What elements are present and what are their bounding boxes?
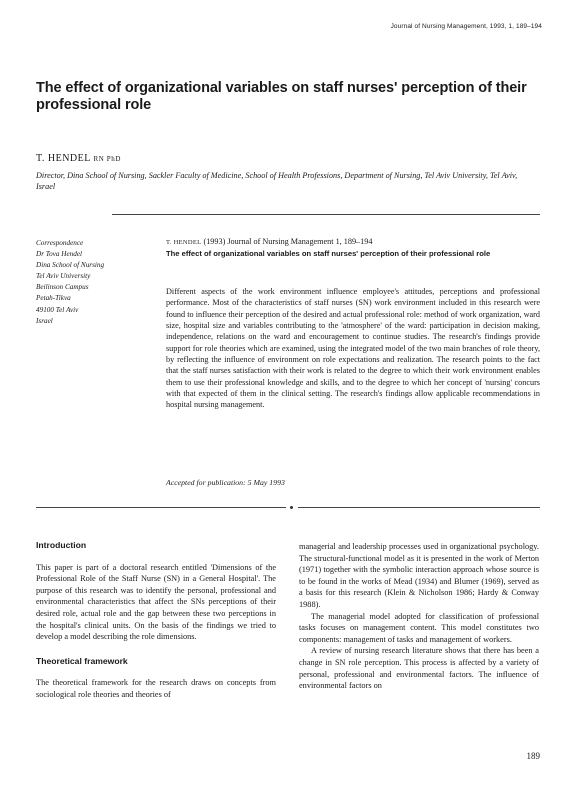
theory-paragraph: The theoretical framework for the research draws on concepts from sociological role theories and theories of — [36, 678, 276, 699]
right-paragraph-2: The managerial model adopted for classification of professional tasks focuses on management content. This model constitutes two components: management of tasks and management of workers. — [299, 611, 539, 644]
author-affiliation: Director, Dina School of Nursing, Sackler Faculty of Medicine, School of Health Professions, Department of Nursing, Tel Aviv University, Tel Aviv, Israel — [36, 171, 518, 192]
page-number: 189 — [526, 751, 540, 761]
divider-ornament — [290, 506, 293, 509]
correspondence-line: Petah-Tikva — [36, 294, 71, 303]
author-degree: RN PhD — [93, 155, 122, 163]
correspondence-line: Tel Aviv University — [36, 272, 91, 281]
right-paragraph-3: A review of nursing research literature shows that there has been a change in SN role perception. This process is affected by a variety of personal, professional and environmental factors. The influence of environmental factors on — [299, 646, 539, 691]
journal-header: Journal of Nursing Management, 1993, 1, 189–194 — [390, 23, 542, 30]
correspondence-line: Dr Tova Hendel — [36, 250, 83, 259]
section-heading-introduction: Introduction — [36, 540, 87, 550]
divider-bottom-left — [36, 507, 286, 508]
article-title: The effect of organizational variables on staff nurses' perception of their professional role — [36, 80, 527, 113]
correspondence-line: Beilinson Campus — [36, 283, 89, 292]
divider-bottom-right — [298, 507, 540, 508]
citation-subtitle: The effect of organizational variables on staff nurses' perception of their professional role — [166, 249, 491, 258]
citation-line — [166, 236, 542, 248]
citation-journal: (1993) Journal of Nursing Management 1, 189–194 — [203, 237, 373, 246]
intro-paragraph: This paper is part of a doctoral research entitled 'Dimensions of the Professional Role of the Staff Nurse (SN) in a General Hospital'. The purpose of this research was to identify the personal, professional and environmental characteristics that affect the SNs perceptions of their desired role, actual role and the gap between these two perceptions in the hospital's clinical units. On the basis of the findings we tried to develop a model describing the role dimensions. — [36, 562, 276, 642]
correspondence-line: 49100 Tel Aviv — [36, 305, 79, 314]
correspondence-block — [36, 238, 146, 327]
correspondence-line: Correspondence — [36, 239, 84, 247]
accepted-date: Accepted for publication: 5 May 1993 — [166, 478, 285, 487]
author-line — [36, 153, 121, 164]
author-name: T. HENDEL — [36, 153, 91, 164]
correspondence-line: Dina School of Nursing — [36, 261, 105, 270]
right-paragraph-1: managerial and leadership processes used in organizational psychology. The structural-functional model as it is presented in the work of Merton (1971) together with the symbolic interaction approach whose source is to be found in the works of Mead (1934) and Blumer (1969), served as a basis for this research (Klein & Nicholson 1986; Hardy & Conway 1988). — [299, 542, 539, 609]
abstract-text: Different aspects of the work environment influence employee's attitudes, perceptions and professional performance. Most of the characteristics of staff nurses (SN) work environment included in this research were found to influence their perception of the desired and actual professional role: method of work organization, ward size, hospital size and variables contributing to the 'atmosphere' of the ward: participation in decision making, independence, relations on the ward and encouragement to continue studies. The research's findings provide support for role theories which are examined, using the integrated model of the two main branches of role theory, by reflecting the influence of environment on role expectations and realization. The research points to the fact that the staff nurses satisfaction with their work is related to the degree to which their work environment enables them to use their professional knowledge and skills, and to the degree to which her concept of 'nursing' concurs with that expected of them in the clinical setting. The research's findings allow applicable recommendations in hospital nursing management. — [166, 287, 540, 410]
correspondence-line: Israel — [36, 316, 53, 325]
citation-author: T. HENDEL — [166, 239, 202, 246]
divider-top — [112, 214, 540, 215]
citation-block — [166, 236, 542, 259]
section-heading-theoretical-framework: Theoretical framework — [36, 655, 128, 666]
body-column-left — [36, 540, 276, 701]
body-column-right — [299, 541, 539, 692]
